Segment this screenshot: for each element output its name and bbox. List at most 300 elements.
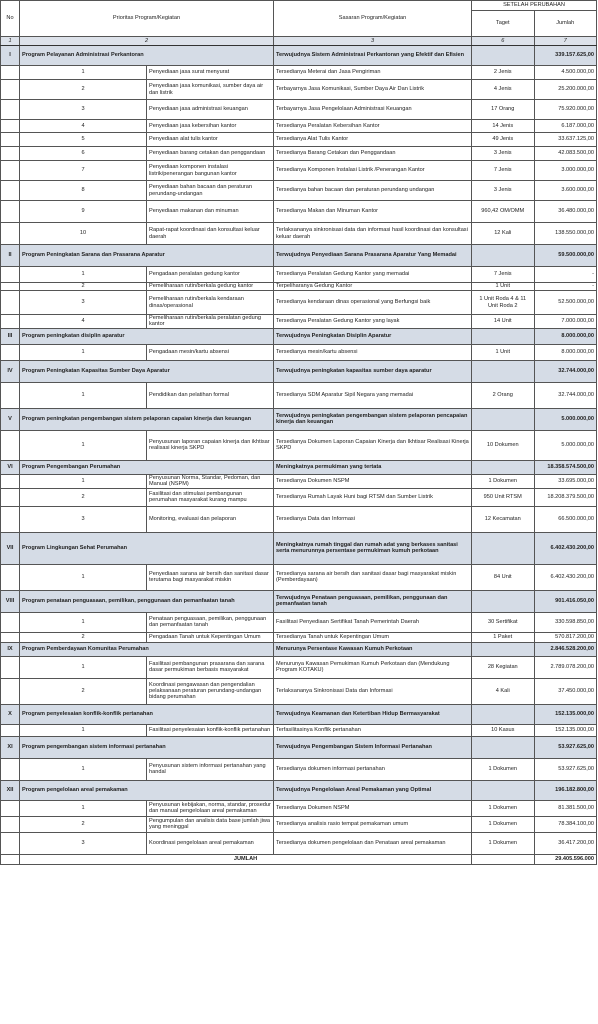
activity-name: Penyusunan Norma, Standar, Pedoman, dan Manual (NSPM) [147, 474, 274, 488]
activity-spacer [1, 488, 20, 506]
activity-target: 1 Dokumen [472, 474, 535, 488]
activity-name: Koordinasi pengawasan dan pengendalian pelaksanaan peraturan perundang-undangan bidang perumahan [147, 678, 274, 704]
activity-target: 12 Kali [472, 223, 535, 245]
activity-number: 1 [20, 724, 147, 736]
activity-jumlah: 330.598.850,00 [534, 612, 597, 632]
activity-spacer [1, 632, 20, 642]
activity-spacer [1, 201, 20, 223]
activity-number: 1 [20, 344, 147, 360]
activity-target: 17 Orang [472, 100, 535, 120]
activity-number: 1 [20, 564, 147, 590]
activity-row [1, 315, 597, 329]
program-sasaran: Terwujudnya Pengelolaan Areal Pemakaman yang Optimal [274, 780, 472, 800]
activity-name: Pengumpulan dan analisis data base jumlah jiwa yang meninggal [147, 816, 274, 832]
activity-spacer [1, 564, 20, 590]
activity-name: Penyediaan jasa kebersihan kantor [147, 120, 274, 133]
activity-sasaran: Tersedianya dokumen informasi pertanahan [274, 758, 472, 780]
activity-number: 6 [20, 147, 147, 161]
activity-number: 1 [20, 474, 147, 488]
activity-row [1, 758, 597, 780]
activity-name: Pemeliharaan rutin/berkala kendaraan dinas/operasional [147, 291, 274, 315]
activity-name: Penyediaan bahan bacaan dan peraturan perundang-undangan [147, 181, 274, 201]
activity-spacer [1, 315, 20, 329]
program-name: Program pengembangan sistem informasi pertanahan [20, 736, 274, 758]
activity-jumlah: 6.187.000,00 [534, 120, 597, 133]
program-name: Program Lingkungan Sehat Perumahan [20, 532, 274, 564]
activity-number: 3 [20, 100, 147, 120]
program-name: Program Peningkatan Kapasitas Sumber Daya Aparatur [20, 360, 274, 382]
activity-spacer [1, 656, 20, 678]
activity-spacer [1, 724, 20, 736]
activity-target: 1 Dokumen [472, 758, 535, 780]
activity-name: Penyusunan kebijakan, norma, standar, prosedur dan manual pengelolaan areal pemakaman [147, 800, 274, 816]
activity-spacer [1, 66, 20, 80]
activity-sasaran: Menurunya Kawasan Pemukiman Kumuh Perkotaan dan (Mendukung Program KOTAKU) [274, 656, 472, 678]
program-row [1, 460, 597, 474]
program-target [472, 328, 535, 344]
program-jumlah: 2.846.528.200,00 [534, 642, 597, 656]
activity-sasaran: Tersedianya Dokumen Laporan Capaian Kinerja dan Ikhtisar Realisasi Kinerja SKPD [274, 430, 472, 460]
activity-number: 1 [20, 612, 147, 632]
activity-target: 14 Unit [472, 315, 535, 329]
program-row [1, 590, 597, 612]
activity-target: 30 Sertifikat [472, 612, 535, 632]
activity-sasaran: Terpeliharanya Gedung Kantor [274, 283, 472, 291]
program-target [472, 736, 535, 758]
activity-row [1, 382, 597, 408]
header-no: No [1, 1, 20, 37]
activity-sasaran: Tersedianya Makan dan Minuman Kantor [274, 201, 472, 223]
activity-name: Pemeliharaan rutin/berkala peralatan gedung kantor [147, 315, 274, 329]
program-row [1, 532, 597, 564]
activity-sasaran: Tersedianya Barang Cetakan dan Penggandaan [274, 147, 472, 161]
activity-sasaran: Tersedianya Dokumen NSPM [274, 800, 472, 816]
activity-number: 1 [20, 800, 147, 816]
program-sasaran: Terwujudnya Sistem Administrasi Perkantoran yang Efektif dan Efisien [274, 46, 472, 66]
activity-row [1, 656, 597, 678]
program-target [472, 532, 535, 564]
header-setelah-perubahan: SETELAH PERUBAHAN [472, 1, 597, 11]
activity-spacer [1, 816, 20, 832]
program-target [472, 590, 535, 612]
activity-number: 1 [20, 267, 147, 283]
activity-row [1, 800, 597, 816]
activity-spacer [1, 120, 20, 133]
activity-jumlah: 138.550.000,00 [534, 223, 597, 245]
activity-jumlah: 78.384.100,00 [534, 816, 597, 832]
program-number: II [1, 245, 20, 267]
activity-sasaran: Tersedianya Peralatan Gedung Kantor yang memadai [274, 267, 472, 283]
activity-number: 4 [20, 315, 147, 329]
activity-name: Penyediaan barang cetakan dan penggandaan [147, 147, 274, 161]
activity-spacer [1, 147, 20, 161]
program-row [1, 245, 597, 267]
program-number: VII [1, 532, 20, 564]
activity-target: 960,42 OM/OMM [472, 201, 535, 223]
activity-name: Pengadaan Tanah untuk Kepentingan Umum [147, 632, 274, 642]
program-jumlah: 59.500.000,00 [534, 245, 597, 267]
program-row [1, 360, 597, 382]
program-target [472, 780, 535, 800]
activity-number: 2 [20, 678, 147, 704]
total-target [472, 854, 535, 864]
activity-name: Koordinasi pengelolaan areal pemakaman [147, 832, 274, 854]
activity-jumlah: 36.417.200,00 [534, 832, 597, 854]
program-sasaran: Menurunya Persentase Kawasan Kumuh Perkotaan [274, 642, 472, 656]
program-name: Program penyelesaian konflik-konflik pertanahan [20, 704, 274, 724]
activity-target: 10 Dokumen [472, 430, 535, 460]
activity-number: 3 [20, 291, 147, 315]
program-row [1, 704, 597, 724]
activity-name: Pengadaan peralatan gedung kantor [147, 267, 274, 283]
activity-sasaran: Tersedianya Rumah Layak Huni bagi RTSM dan Sumber Listrik [274, 488, 472, 506]
activity-jumlah: 42.083.500,00 [534, 147, 597, 161]
program-jumlah: 6.402.430.200,00 [534, 532, 597, 564]
activity-jumlah: 81.381.500,00 [534, 800, 597, 816]
program-row [1, 642, 597, 656]
activity-jumlah: 7.000.000,00 [534, 315, 597, 329]
activity-name: Fasilitasi pembangunan prasarana dan sarana dasar permukiman berbasis masyarakat [147, 656, 274, 678]
activity-jumlah: 33.637.125,00 [534, 133, 597, 147]
program-sasaran: Terwujudnya Penyediaan Sarana Prasarana Aparatur Yang Memadai [274, 245, 472, 267]
activity-name: Pengadaan mesin/kartu absensi [147, 344, 274, 360]
activity-row [1, 564, 597, 590]
activity-sasaran: Tersedianya Meterai dan Jasa Pengiriman [274, 66, 472, 80]
activity-target: 4 Jenis [472, 80, 535, 100]
activity-target: 1 Dokumen [472, 832, 535, 854]
total-spacer [1, 854, 20, 864]
activity-target: 1 Paket [472, 632, 535, 642]
activity-number: 1 [20, 382, 147, 408]
activity-name: Pendidikan dan pelatihan formal [147, 382, 274, 408]
activity-sasaran: Terlaksananya Sinkronisasi Data dan Informasi [274, 678, 472, 704]
activity-spacer [1, 80, 20, 100]
activity-row [1, 80, 597, 100]
activity-target: 14 Jenis [472, 120, 535, 133]
activity-spacer [1, 161, 20, 181]
activity-spacer [1, 382, 20, 408]
activity-row [1, 120, 597, 133]
header-sasaran: Sasaran Program/Kegiatan [274, 1, 472, 37]
program-row [1, 736, 597, 758]
activity-name: Penyediaan jasa komunikasi, sumber daya air dan listrik [147, 80, 274, 100]
program-target [472, 360, 535, 382]
activity-name: Penyediaan alat tulis kantor [147, 133, 274, 147]
activity-jumlah: - [534, 283, 597, 291]
colnum: 7 [534, 37, 597, 46]
activity-row [1, 147, 597, 161]
program-number: X [1, 704, 20, 724]
activity-sasaran: Tersedianya dokumen pengelolaan dan Penataan areal pemakaman [274, 832, 472, 854]
program-name: Program peningkatan disiplin aparatur [20, 328, 274, 344]
activity-target: 1 Dokumen [472, 816, 535, 832]
activity-name: Monitoring, evaluasi dan pelaporan [147, 506, 274, 532]
activity-sasaran: Tersedianya kendaraan dinas operasional yang Berfungsi baik [274, 291, 472, 315]
activity-target: 4 Kali [472, 678, 535, 704]
activity-spacer [1, 800, 20, 816]
activity-sasaran: Fasilitasi Penyediaan Sertifikat Tanah Pemerintah Daerah [274, 612, 472, 632]
program-target [472, 408, 535, 430]
activity-sasaran: Tersedianya bahan bacaan dan peraturan perundang undangan [274, 181, 472, 201]
program-target [472, 642, 535, 656]
activity-row [1, 201, 597, 223]
activity-spacer [1, 344, 20, 360]
activity-row [1, 267, 597, 283]
activity-sasaran: Tersedianya Peralatan Kebersihan Kantor [274, 120, 472, 133]
activity-row [1, 612, 597, 632]
program-row [1, 328, 597, 344]
activity-row [1, 161, 597, 181]
activity-sasaran: Tersedianya Komponen Instalasi Listrik /Penerangan Kantor [274, 161, 472, 181]
activity-name: Penataan penguasaan, pemilikan, penggunaan dan pemanfaatan tanah [147, 612, 274, 632]
activity-spacer [1, 758, 20, 780]
program-number: V [1, 408, 20, 430]
program-row [1, 780, 597, 800]
activity-target: 3 Jenis [472, 147, 535, 161]
activity-number: 2 [20, 816, 147, 832]
total-row [1, 854, 597, 864]
program-name: Program Pemberdayaan Komunitas Perumahan [20, 642, 274, 656]
activity-spacer [1, 181, 20, 201]
activity-target: 2 Jenis [472, 66, 535, 80]
total-label: JUMLAH [20, 854, 472, 864]
activity-spacer [1, 133, 20, 147]
program-number: III [1, 328, 20, 344]
activity-number: 7 [20, 161, 147, 181]
activity-target: 950 Unit RTSM [472, 488, 535, 506]
activity-spacer [1, 506, 20, 532]
activity-name: Penyediaan makanan dan minuman [147, 201, 274, 223]
activity-target: 28 Kegiatan [472, 656, 535, 678]
activity-jumlah: - [534, 267, 597, 283]
program-jumlah: 152.135.000,00 [534, 704, 597, 724]
activity-jumlah: 36.480.000,00 [534, 201, 597, 223]
activity-jumlah: 32.744.000,00 [534, 382, 597, 408]
activity-row [1, 181, 597, 201]
activity-sasaran: Terlaksananya sinkronisasi data dan informasi hasil koordinasi dan konsultasi keluar daerah [274, 223, 472, 245]
header-prioritas: Prioritas Program/Kegiatan [20, 1, 274, 37]
activity-row [1, 488, 597, 506]
activity-sasaran: Tersedianya analisis rasio tempat pemakaman umum [274, 816, 472, 832]
program-name: Program Pengembangan Perumahan [20, 460, 274, 474]
activity-sasaran: Tersedianya Tanah untuk Kepentingan Umum [274, 632, 472, 642]
program-jumlah: 18.358.574.500,00 [534, 460, 597, 474]
activity-jumlah: 75.920.000,00 [534, 100, 597, 120]
activity-jumlah: 52.500.000,00 [534, 291, 597, 315]
program-sasaran: Meningkatnya permukiman yang tertata [274, 460, 472, 474]
activity-target: 12 Kecamatan [472, 506, 535, 532]
activity-row [1, 291, 597, 315]
activity-sasaran: Terfasilitasinya Konflik pertanahan [274, 724, 472, 736]
activity-row [1, 506, 597, 532]
activity-number: 5 [20, 133, 147, 147]
program-sasaran: Terwujudnya peningkatan kapasitas sumber daya aparatur [274, 360, 472, 382]
activity-number: 2 [20, 283, 147, 291]
program-jumlah: 8.000.000,00 [534, 328, 597, 344]
activity-target: 1 Unit Roda 4 & 11 Unit Roda 2 [472, 291, 535, 315]
program-jumlah: 901.416.050,00 [534, 590, 597, 612]
activity-target: 49 Jenis [472, 133, 535, 147]
program-sasaran: Terwujudnya peningkatan pengembangan sistem pelaporan pencapaian kinerja dan keuangan [274, 408, 472, 430]
header-target: Taget [472, 11, 535, 37]
activity-target: 1 Unit [472, 283, 535, 291]
activity-number: 4 [20, 120, 147, 133]
activity-row [1, 100, 597, 120]
activity-jumlah: 5.000.000,00 [534, 430, 597, 460]
activity-name: Fasilitasi penyelesaian konflik-konflik pertanahan [147, 724, 274, 736]
activity-jumlah: 25.200.000,00 [534, 80, 597, 100]
activity-number: 3 [20, 506, 147, 532]
activity-name: Penyusunan sistem informasi pertanahan yang handal [147, 758, 274, 780]
program-name: Program peningkatan pengembangan sistem pelaporan capaian kinerja dan keuangan [20, 408, 274, 430]
activity-spacer [1, 267, 20, 283]
activity-jumlah: 6.402.430.200,00 [534, 564, 597, 590]
program-jumlah: 339.157.625,00 [534, 46, 597, 66]
activity-row [1, 66, 597, 80]
activity-sasaran: Tersedianya SDM Aparatur Sipil Negara yang memadai [274, 382, 472, 408]
program-number: I [1, 46, 20, 66]
activity-spacer [1, 832, 20, 854]
activity-row [1, 223, 597, 245]
activity-row [1, 133, 597, 147]
activity-sasaran: Tersedianya sarana air bersih dan sanitasi dasar bagi masyarakat miskin (Pemberdayaan) [274, 564, 472, 590]
activity-target: 7 Jenis [472, 267, 535, 283]
header-jumlah: Jumlah [534, 11, 597, 37]
activity-number: 8 [20, 181, 147, 201]
program-target [472, 460, 535, 474]
program-jumlah: 32.744.000,00 [534, 360, 597, 382]
activity-name: Fasilitasi dan stimulasi pembangunan perumahan masyarakat kurang mampu [147, 488, 274, 506]
activity-spacer [1, 100, 20, 120]
activity-target: 2 Orang [472, 382, 535, 408]
activity-jumlah: 33.695.000,00 [534, 474, 597, 488]
activity-number: 1 [20, 66, 147, 80]
activity-row [1, 816, 597, 832]
program-number: IV [1, 360, 20, 382]
program-row [1, 46, 597, 66]
activity-row [1, 632, 597, 642]
program-name: Program penataan penguasaan, pemilikan, penggunaan dan pemanfaatan tanah [20, 590, 274, 612]
activity-jumlah: 18.208.379.500,00 [534, 488, 597, 506]
activity-name: Pemeliharaan rutin/berkala gedung kantor [147, 283, 274, 291]
activity-name: Rapat-rapat koordinasi dan konsultasi keluar daerah [147, 223, 274, 245]
activity-row [1, 283, 597, 291]
activity-number: 1 [20, 430, 147, 460]
activity-sasaran: Tersedianya Peralatan Gedung Kantor yang layak [274, 315, 472, 329]
activity-target: 10 Kasus [472, 724, 535, 736]
activity-row [1, 344, 597, 360]
program-sasaran: Terwujudnya Pengembangan Sistem Informasi Pertanahan [274, 736, 472, 758]
activity-number: 2 [20, 632, 147, 642]
activity-sasaran: Tersedianya Dokumen NSPM [274, 474, 472, 488]
activity-spacer [1, 474, 20, 488]
program-target [472, 704, 535, 724]
activity-number: 10 [20, 223, 147, 245]
activity-spacer [1, 612, 20, 632]
activity-jumlah: 3.000.000,00 [534, 161, 597, 181]
activity-jumlah: 66.500.000,00 [534, 506, 597, 532]
program-name: Program Peningkatan Sarana dan Prasarana Aparatur [20, 245, 274, 267]
table-body [1, 46, 597, 865]
activity-number: 3 [20, 832, 147, 854]
program-number: XI [1, 736, 20, 758]
program-jumlah: 196.182.800,00 [534, 780, 597, 800]
activity-spacer [1, 291, 20, 315]
activity-jumlah: 53.927.625,00 [534, 758, 597, 780]
activity-jumlah: 152.135.000,00 [534, 724, 597, 736]
activity-spacer [1, 430, 20, 460]
activity-spacer [1, 223, 20, 245]
activity-row [1, 430, 597, 460]
activity-number: 2 [20, 488, 147, 506]
program-name: Program pengelolaan areal pemakaman [20, 780, 274, 800]
program-name: Program Pelayanan Administrasi Perkantoran [20, 46, 274, 66]
activity-jumlah: 4.500.000,00 [534, 66, 597, 80]
program-row [1, 408, 597, 430]
activity-spacer [1, 283, 20, 291]
activity-jumlah: 3.600.000,00 [534, 181, 597, 201]
activity-row [1, 724, 597, 736]
colnum: 6 [472, 37, 535, 46]
program-sasaran: Terwujudnya Peningkatan Disiplin Aparatur [274, 328, 472, 344]
activity-jumlah: 570.817.200,00 [534, 632, 597, 642]
column-number-row [1, 37, 597, 46]
activity-target: 7 Jenis [472, 161, 535, 181]
activity-spacer [1, 678, 20, 704]
activity-sasaran: Terbayarnya Jasa Komunikasi, Sumber Daya Air Dan Listrik [274, 80, 472, 100]
program-number: IX [1, 642, 20, 656]
activity-target: 84 Unit [472, 564, 535, 590]
activity-name: Penyediaan jasa surat menyurat [147, 66, 274, 80]
activity-target: 1 Dokumen [472, 800, 535, 816]
activity-name: Penyediaan sarana air bersih dan sanitasi dasar terutama bagi masyarakat miskin [147, 564, 274, 590]
total-value: 29.405.596.000 [534, 854, 597, 864]
program-sasaran: Meningkatnya rumah tinggal dan rumah adat yang berkases sanitasi serta menurunnya persentase permukiman kumuh perkotaan [274, 532, 472, 564]
colnum: 3 [274, 37, 472, 46]
activity-number: 1 [20, 656, 147, 678]
program-sasaran: Terwujudnya Keamanan dan Ketertiban Hidup Bermasyarakat [274, 704, 472, 724]
program-number: XII [1, 780, 20, 800]
activity-sasaran: Tersedianya Alat Tulis Kantor [274, 133, 472, 147]
program-target [472, 245, 535, 267]
activity-jumlah: 8.000.000,00 [534, 344, 597, 360]
program-jumlah: 53.927.625,00 [534, 736, 597, 758]
activity-row [1, 474, 597, 488]
program-jumlah: 5.000.000,00 [534, 408, 597, 430]
activity-row [1, 832, 597, 854]
activity-name: Penyediaan jasa administrasi keuangan [147, 100, 274, 120]
activity-number: 2 [20, 80, 147, 100]
activity-sasaran: Terbayarnya Jasa Pengelolaan Administrasi Keuangan [274, 100, 472, 120]
activity-jumlah: 2.789.078.200,00 [534, 656, 597, 678]
activity-target: 1 Unit [472, 344, 535, 360]
colnum: 1 [1, 37, 20, 46]
activity-number: 1 [20, 758, 147, 780]
activity-number: 9 [20, 201, 147, 223]
activity-target: 3 Jenis [472, 181, 535, 201]
program-number: VIII [1, 590, 20, 612]
activity-sasaran: Tersedianya mesin/kartu absensi [274, 344, 472, 360]
activity-row [1, 678, 597, 704]
program-number: VI [1, 460, 20, 474]
colnum: 2 [20, 37, 274, 46]
activity-name: Penyusunan laporan capaian kinerja dan ikhtisar realisasi kinerja SKPD [147, 430, 274, 460]
activity-name: Penyediaan komponen instalasi listrik/penerangan bangunan kantor [147, 161, 274, 181]
program-target [472, 46, 535, 66]
activity-jumlah: 37.450.000,00 [534, 678, 597, 704]
activity-sasaran: Tersedianya Data dan Informasi [274, 506, 472, 532]
program-sasaran: Terwujudnya Penataan penguasaan, pemilikan, penggunaan dan pemanfaatan tanah [274, 590, 472, 612]
